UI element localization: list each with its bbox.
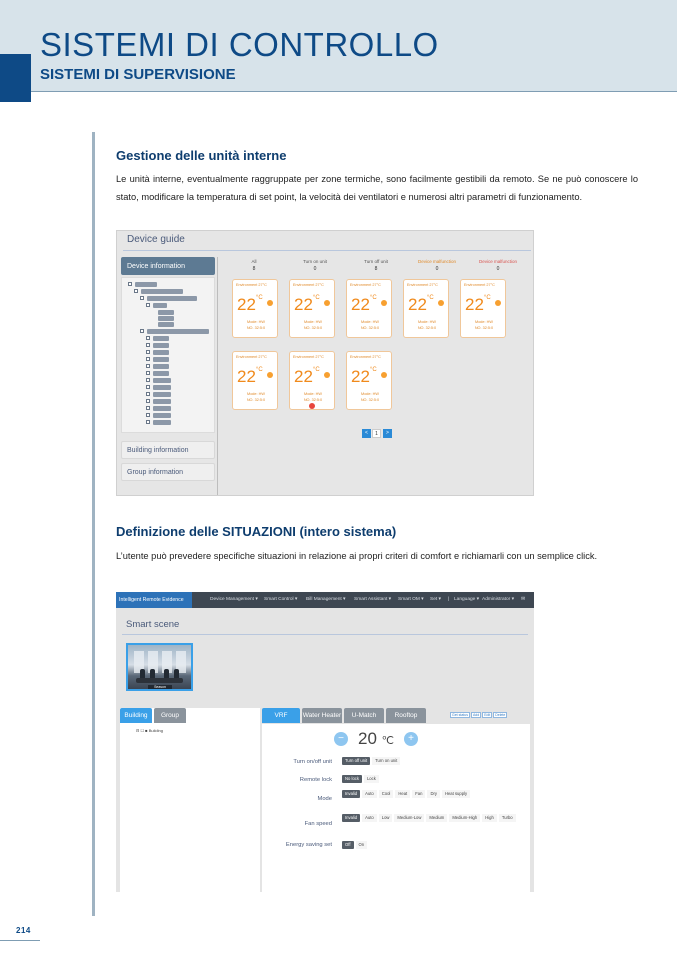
navbar-brand[interactable]: Intelligent Remote Evidence bbox=[116, 592, 192, 608]
device-guide-title: Device guide bbox=[127, 234, 185, 245]
nav-language[interactable]: Language ▾ bbox=[454, 597, 480, 602]
pagination-next-button[interactable]: > bbox=[383, 429, 392, 438]
stat-label: Turn off unit bbox=[364, 259, 388, 264]
tree-node[interactable] bbox=[153, 303, 167, 308]
label-remote-lock: Remote lock bbox=[299, 777, 332, 783]
device-guide-screenshot bbox=[116, 230, 534, 496]
tab-u-match[interactable]: U-Match bbox=[344, 708, 384, 723]
option-mode-heat-supply[interactable]: Heat supply bbox=[442, 790, 470, 798]
add-button[interactable]: Add bbox=[472, 713, 480, 717]
stat-label: All bbox=[251, 259, 257, 264]
sun-icon bbox=[324, 300, 330, 306]
label-mode: Mode bbox=[317, 796, 332, 802]
tab-building[interactable]: Building bbox=[120, 708, 152, 723]
nav-smart-assistant[interactable]: Smart Assistant ▾ bbox=[354, 597, 392, 602]
stat-label: Turn on unit bbox=[303, 259, 327, 264]
unit-number: NO. 32:5:0 bbox=[303, 325, 323, 330]
indoor-unit-card[interactable] bbox=[346, 351, 392, 410]
unit-environment: Environment 27°C bbox=[350, 283, 381, 287]
stat-value: 8 bbox=[252, 266, 256, 272]
delete-button[interactable]: Delete bbox=[495, 713, 506, 717]
option-energy-off[interactable]: Off bbox=[342, 841, 354, 849]
tree-expander[interactable] bbox=[146, 343, 150, 347]
indoor-unit-card[interactable] bbox=[460, 279, 506, 338]
unit-footer bbox=[407, 320, 447, 331]
tab-water-heater[interactable]: Water Heater bbox=[302, 708, 342, 723]
unit-temp-unit: °C bbox=[255, 367, 263, 373]
unit-temp-unit: °C bbox=[369, 295, 377, 301]
unit-number: NO. 32:5:0 bbox=[474, 325, 494, 330]
unit-footer bbox=[293, 392, 333, 403]
tree-expander[interactable] bbox=[146, 392, 150, 396]
sun-icon bbox=[267, 372, 273, 378]
sidebar-divider bbox=[217, 257, 218, 495]
option-fan-low[interactable]: Low bbox=[379, 814, 393, 822]
unit-mode: Mode: HW bbox=[304, 320, 322, 324]
option-fan-invalid[interactable]: Invalid bbox=[342, 814, 360, 822]
nav-bill-management[interactable]: Bill Management ▾ bbox=[306, 597, 346, 602]
device-guide-divider bbox=[123, 250, 531, 251]
nav-smart-control[interactable]: Smart Control ▾ bbox=[264, 597, 298, 602]
stat-value: 8 bbox=[374, 266, 378, 272]
indoor-unit-card[interactable] bbox=[289, 279, 335, 338]
smart-scene-screenshot bbox=[116, 592, 534, 892]
tree-expander[interactable] bbox=[146, 420, 150, 424]
tree-node[interactable] bbox=[153, 406, 171, 411]
unit-temp-unit: °C bbox=[369, 367, 377, 373]
tab-device-information[interactable]: Device information bbox=[121, 257, 215, 275]
table-shape bbox=[136, 678, 183, 683]
stat-label: Device malfunction bbox=[478, 259, 518, 264]
tree-expander[interactable] bbox=[134, 289, 138, 293]
unit-temp-value: 22 bbox=[408, 295, 427, 314]
nav-administrator[interactable]: Administrator ▾ bbox=[482, 597, 514, 602]
unit-temp-value: 22 bbox=[237, 367, 256, 386]
unit-temp-value: 22 bbox=[351, 295, 370, 314]
device-type-tabs bbox=[262, 708, 530, 724]
option-mode-heat[interactable]: Heat bbox=[395, 790, 410, 798]
tree-node[interactable] bbox=[158, 316, 174, 321]
nav-separator: | bbox=[448, 597, 450, 602]
tab-building-information[interactable]: Building information bbox=[121, 441, 215, 459]
option-fan-medium-high[interactable]: Medium-High bbox=[449, 814, 480, 822]
nav-device-management[interactable]: Device Management ▾ bbox=[210, 597, 258, 602]
page-title: SISTEMI DI CONTROLLO bbox=[40, 26, 439, 63]
device-tree bbox=[121, 277, 215, 433]
tree-expander[interactable] bbox=[140, 329, 144, 333]
unit-temperature bbox=[294, 295, 320, 315]
stat-turn-off bbox=[346, 259, 406, 272]
mail-icon[interactable]: ✉ bbox=[521, 597, 526, 602]
tree-expander[interactable] bbox=[146, 371, 150, 375]
tree-expander[interactable] bbox=[146, 385, 150, 389]
header-accent-block bbox=[0, 54, 31, 102]
label-turn-on-off: Turn on/off unit bbox=[293, 759, 332, 765]
unit-temperature bbox=[237, 295, 263, 315]
indoor-unit-card[interactable] bbox=[403, 279, 449, 338]
stat-label: Device malfunction bbox=[417, 259, 457, 264]
unit-mode: Mode: HW bbox=[247, 320, 265, 324]
unit-number: NO. 32:5:0 bbox=[360, 325, 380, 330]
unit-footer bbox=[350, 320, 390, 331]
sun-icon bbox=[267, 300, 273, 306]
indoor-unit-card[interactable] bbox=[232, 279, 278, 338]
scene-thumbnail[interactable] bbox=[126, 643, 193, 691]
unit-temperature bbox=[351, 295, 377, 315]
temperature-increase-button[interactable]: + bbox=[404, 732, 418, 746]
tree-node[interactable] bbox=[153, 357, 169, 362]
tab-vrf[interactable]: VRF bbox=[262, 708, 300, 723]
device-guide-sidebar bbox=[121, 257, 215, 493]
unit-temp-unit: °C bbox=[312, 295, 320, 301]
sun-icon bbox=[381, 372, 387, 378]
top-navbar bbox=[116, 592, 534, 608]
scene-action-buttons bbox=[450, 713, 508, 717]
get-status-button[interactable]: Get status bbox=[452, 713, 468, 717]
tree-expander[interactable] bbox=[146, 350, 150, 354]
smart-scene-divider bbox=[122, 634, 528, 635]
unit-number: NO. 32:5:0 bbox=[303, 397, 323, 402]
pagination-page-button[interactable]: 1 bbox=[372, 429, 381, 438]
tab-group-information[interactable]: Group information bbox=[121, 463, 215, 481]
unit-mode: Mode: HW bbox=[361, 392, 379, 396]
unit-temp-value: 22 bbox=[294, 367, 313, 386]
unit-temp-value: 22 bbox=[465, 295, 484, 314]
set-temperature-value: 20 bbox=[358, 729, 377, 748]
tree-node[interactable] bbox=[153, 336, 169, 341]
unit-temperature bbox=[465, 295, 491, 315]
stat-malfunction-2 bbox=[468, 259, 528, 272]
unit-number: NO. 32:5:0 bbox=[246, 325, 266, 330]
option-mode-invalid[interactable]: Invalid bbox=[342, 790, 360, 798]
stat-value: 0 bbox=[435, 266, 439, 272]
tree-node[interactable] bbox=[147, 296, 197, 301]
unit-mode: Mode: HW bbox=[304, 392, 322, 396]
option-no-lock[interactable]: No lock bbox=[342, 775, 362, 783]
sun-icon bbox=[495, 300, 501, 306]
stat-all bbox=[224, 259, 284, 272]
tree-node[interactable] bbox=[158, 322, 174, 327]
unit-temp-value: 22 bbox=[237, 295, 256, 314]
option-turn-off-unit[interactable]: Turn off unit bbox=[342, 757, 370, 765]
unit-footer bbox=[464, 320, 504, 331]
stat-value: 0 bbox=[313, 266, 317, 272]
section-heading-situations: Definizione delle SITUAZIONI (intero sistema) bbox=[116, 524, 397, 539]
scene-label: Season bbox=[148, 685, 172, 689]
unit-environment: Environment 27°C bbox=[236, 355, 267, 359]
unit-temp-unit: °C bbox=[255, 295, 263, 301]
unit-mode: Mode: HW bbox=[475, 320, 493, 324]
unit-temperature bbox=[408, 295, 434, 315]
smart-scene-title: Smart scene bbox=[126, 619, 180, 630]
set-temperature-unit: ℃ bbox=[381, 735, 395, 747]
option-turn-on-unit[interactable]: Turn on unit bbox=[372, 757, 400, 765]
content-side-bar bbox=[92, 132, 95, 916]
tab-rooftop[interactable]: Rooftop bbox=[386, 708, 426, 723]
nav-set[interactable]: Set ▾ bbox=[430, 597, 441, 602]
tree-expander[interactable] bbox=[146, 357, 150, 361]
unit-number: NO. 32:5:0 bbox=[360, 397, 380, 402]
pagination-prev-button[interactable]: < bbox=[362, 429, 371, 438]
tree-expander[interactable] bbox=[140, 296, 144, 300]
stat-turn-on bbox=[285, 259, 345, 272]
unit-temp-unit: °C bbox=[483, 295, 491, 301]
option-mode-cool[interactable]: Cool bbox=[379, 790, 394, 798]
unit-number: NO. 32:5:0 bbox=[417, 325, 437, 330]
option-fan-high[interactable]: High bbox=[482, 814, 497, 822]
tree-node[interactable] bbox=[153, 378, 171, 383]
unit-temperature bbox=[294, 367, 320, 387]
tree-expander[interactable] bbox=[146, 336, 150, 340]
option-fan-auto[interactable]: Auto bbox=[362, 814, 377, 822]
tree-expander[interactable] bbox=[146, 364, 150, 368]
page-number: 214 bbox=[16, 926, 31, 935]
tree-expander[interactable] bbox=[128, 282, 132, 286]
tree-node[interactable] bbox=[147, 329, 209, 334]
tree-expander[interactable] bbox=[146, 406, 150, 410]
tree-node[interactable] bbox=[153, 420, 171, 425]
tree-expander[interactable] bbox=[146, 399, 150, 403]
page-number-rule bbox=[0, 940, 40, 941]
option-energy-on[interactable]: On bbox=[356, 841, 368, 849]
indoor-unit-card[interactable] bbox=[346, 279, 392, 338]
tree-expander[interactable] bbox=[146, 413, 150, 417]
options-mode bbox=[342, 790, 527, 799]
set-temperature bbox=[358, 729, 394, 749]
section-text-situations: L’utente può prevedere specifiche situazioni in relazione ai propri criteri di comfort e richiamarli con un semplice click. bbox=[116, 551, 598, 561]
label-fan-speed: Fan speed bbox=[304, 821, 332, 827]
options-turn-on-off bbox=[342, 757, 527, 766]
page-subtitle: SISTEMI DI SUPERVISIONE bbox=[40, 66, 236, 83]
tree-node[interactable] bbox=[153, 350, 169, 355]
unit-footer bbox=[350, 392, 390, 403]
edit-button[interactable]: Edit bbox=[484, 713, 491, 717]
tree-node[interactable] bbox=[153, 385, 171, 390]
unit-environment: Environment 27°C bbox=[464, 283, 495, 287]
unit-environment: Environment 27°C bbox=[236, 283, 267, 287]
header-divider bbox=[31, 91, 677, 92]
unit-footer bbox=[293, 320, 333, 331]
sun-icon bbox=[324, 372, 330, 378]
option-fan-turbo[interactable]: Turbo bbox=[499, 814, 516, 822]
tab-group[interactable]: Group bbox=[154, 708, 186, 723]
unit-environment: Environment 27°C bbox=[293, 355, 324, 359]
indoor-unit-card[interactable] bbox=[289, 351, 335, 410]
unit-environment: Environment 27°C bbox=[350, 355, 381, 359]
option-mode-dry[interactable]: Dry bbox=[427, 790, 440, 798]
tree-node[interactable] bbox=[153, 343, 169, 348]
section-text-indoor-units: Le unità interne, eventualmente raggruppate per zone termiche, sono facilmente gestibili da remoto. Se ne può conoscere lo stato, modificare la temperatura di set point, la velocità dei ventilatori e numerosi altri parametri di funzionamento. bbox=[116, 174, 638, 202]
stat-value: 0 bbox=[496, 266, 500, 272]
unit-temp-unit: °C bbox=[312, 367, 320, 373]
unit-mode: Mode: HW bbox=[361, 320, 379, 324]
nav-smart-om[interactable]: Smart OM ▾ bbox=[398, 597, 424, 602]
tree-node[interactable] bbox=[135, 282, 157, 287]
indoor-unit-card[interactable] bbox=[232, 351, 278, 410]
tree-node[interactable] bbox=[153, 371, 169, 376]
stat-malfunction bbox=[407, 259, 467, 272]
sun-icon bbox=[438, 300, 444, 306]
tree-node[interactable] bbox=[158, 310, 174, 315]
tree-node[interactable] bbox=[153, 399, 171, 404]
tree-expander[interactable] bbox=[146, 303, 150, 307]
unit-temp-value: 22 bbox=[294, 295, 313, 314]
label-energy-saving: Energy saving set bbox=[285, 842, 332, 848]
unit-footer bbox=[236, 320, 276, 331]
unit-environment: Environment 27°C bbox=[407, 283, 438, 287]
unit-environment: Environment 27°C bbox=[293, 283, 324, 287]
building-tree-item[interactable]: ⊟ ☐ ■ Building bbox=[136, 728, 163, 733]
alarm-dot-icon bbox=[309, 403, 315, 409]
options-remote-lock bbox=[342, 775, 527, 784]
option-lock[interactable]: Lock bbox=[364, 775, 379, 783]
option-mode-fan[interactable]: Fan bbox=[412, 790, 425, 798]
options-energy-saving bbox=[342, 841, 527, 850]
tree-node[interactable] bbox=[141, 289, 183, 294]
unit-mode: Mode: HW bbox=[418, 320, 436, 324]
option-fan-medium[interactable]: Medium bbox=[426, 814, 447, 822]
tree-expander[interactable] bbox=[146, 378, 150, 382]
section-heading-indoor-units: Gestione delle unità interne bbox=[116, 148, 287, 163]
options-fan-speed bbox=[342, 814, 527, 823]
tree-node[interactable] bbox=[153, 413, 171, 418]
building-group-panel bbox=[120, 708, 260, 892]
unit-temperature bbox=[351, 367, 377, 387]
temperature-decrease-button[interactable]: − bbox=[334, 732, 348, 746]
tree-node[interactable] bbox=[153, 364, 169, 369]
unit-temp-value: 22 bbox=[351, 367, 370, 386]
unit-temp-unit: °C bbox=[426, 295, 434, 301]
option-fan-medium-low[interactable]: Medium-Low bbox=[394, 814, 424, 822]
option-mode-auto[interactable]: Auto bbox=[362, 790, 377, 798]
unit-temperature bbox=[237, 367, 263, 387]
unit-mode: Mode: HW bbox=[247, 392, 265, 396]
unit-number: NO. 32:5:0 bbox=[246, 397, 266, 402]
scene-settings-panel bbox=[262, 708, 530, 892]
tree-node[interactable] bbox=[153, 392, 171, 397]
unit-footer bbox=[236, 392, 276, 403]
sun-icon bbox=[381, 300, 387, 306]
